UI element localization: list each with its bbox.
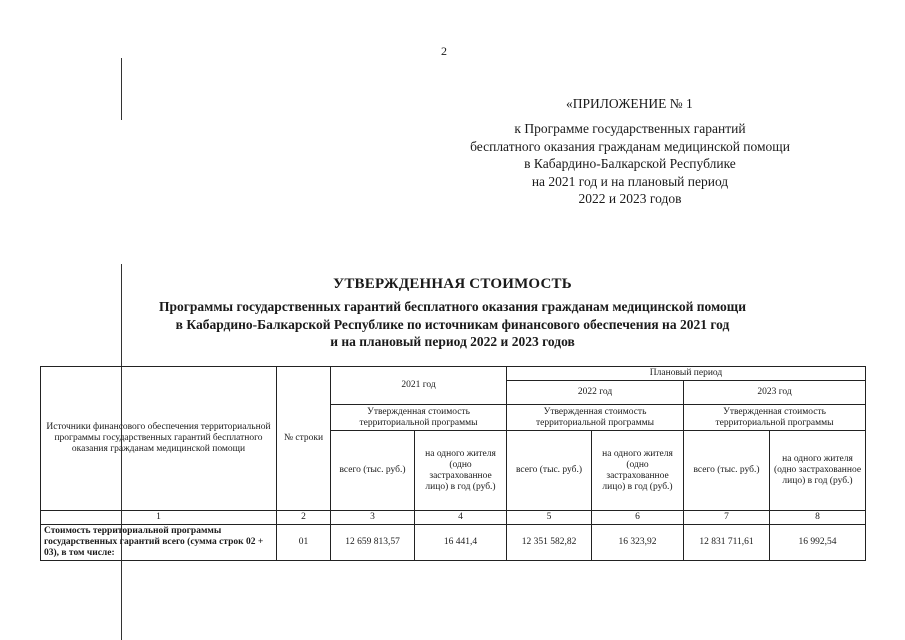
per-capita-header: на одного жителя (одно застрахованное лицо) в год (руб.) bbox=[592, 431, 684, 511]
year-header: 2023 год bbox=[684, 381, 866, 405]
value-cell: 12 831 711,61 bbox=[684, 525, 770, 561]
column-number: 5 bbox=[507, 511, 592, 525]
row-number-header: № строки bbox=[277, 367, 331, 511]
cost-table bbox=[40, 366, 866, 561]
value-cell: 12 351 582,82 bbox=[507, 525, 592, 561]
appendix-line: к Программе государственных гарантий bbox=[514, 121, 746, 136]
source-header: Источники финансового обеспечения территориальной программы государственных гарантий бесплатного оказания гражданам медицинской помощи bbox=[41, 367, 277, 511]
row-label: Стоимость территориальной программы государственных гарантий всего (сумма строк 02 + 03), в том числе: bbox=[41, 525, 277, 561]
year-header: 2022 год bbox=[507, 381, 684, 405]
column-number: 1 bbox=[41, 511, 277, 525]
approved-cost-header: Утвержденная стоимость территориальной программы bbox=[507, 405, 684, 431]
per-capita-header: на одного жителя (одно застрахованное лицо) в год (руб.) bbox=[770, 431, 866, 511]
appendix-title: «ПРИЛОЖЕНИЕ № 1 bbox=[566, 96, 693, 111]
subtitle-line: в Кабардино-Балкарской Республике по источникам финансового обеспечения на 2021 год bbox=[175, 316, 730, 332]
total-header: всего (тыс. руб.) bbox=[684, 431, 770, 511]
document-title: УТВЕРЖДЕННАЯ СТОИМОСТЬ bbox=[333, 276, 572, 292]
approved-cost-header: Утвержденная стоимость территориальной программы bbox=[684, 405, 866, 431]
subtitle-line: Программы государственных гарантий бесплатного оказания гражданам медицинской помощи bbox=[159, 299, 746, 314]
planned-period-header: Плановый период bbox=[507, 367, 866, 381]
value-cell: 12 659 813,57 bbox=[331, 525, 415, 561]
appendix-line: 2022 и 2023 годов bbox=[578, 191, 682, 206]
appendix-line: бесплатного оказания гражданам медицинской помощи bbox=[470, 138, 790, 154]
table-row bbox=[41, 525, 866, 561]
year-header: 2021 год bbox=[331, 367, 507, 405]
column-number: 7 bbox=[684, 511, 770, 525]
appendix-line: в Кабардино-Балкарской Республике bbox=[524, 156, 736, 171]
column-number: 2 bbox=[277, 511, 331, 525]
column-number: 3 bbox=[331, 511, 415, 525]
total-header: всего (тыс. руб.) bbox=[507, 431, 592, 511]
document-subtitle bbox=[40, 298, 865, 351]
total-header: всего (тыс. руб.) bbox=[331, 431, 415, 511]
column-number: 4 bbox=[415, 511, 507, 525]
value-cell: 16 441,4 bbox=[415, 525, 507, 561]
subtitle-line: и на плановый период 2022 и 2023 годов bbox=[330, 334, 575, 349]
page-number: 2 bbox=[441, 44, 447, 58]
per-capita-header: на одного жителя (одно застрахованное лицо) в год (руб.) bbox=[415, 431, 507, 511]
column-number: 6 bbox=[592, 511, 684, 525]
row-number: 01 bbox=[277, 525, 331, 561]
column-number: 8 bbox=[770, 511, 866, 525]
value-cell: 16 323,92 bbox=[592, 525, 684, 561]
value-cell: 16 992,54 bbox=[770, 525, 866, 561]
approved-cost-header: Утвержденная стоимость территориальной программы bbox=[331, 405, 507, 431]
appendix-line: на 2021 год и на плановый период bbox=[531, 173, 729, 189]
binding-line bbox=[121, 58, 122, 120]
